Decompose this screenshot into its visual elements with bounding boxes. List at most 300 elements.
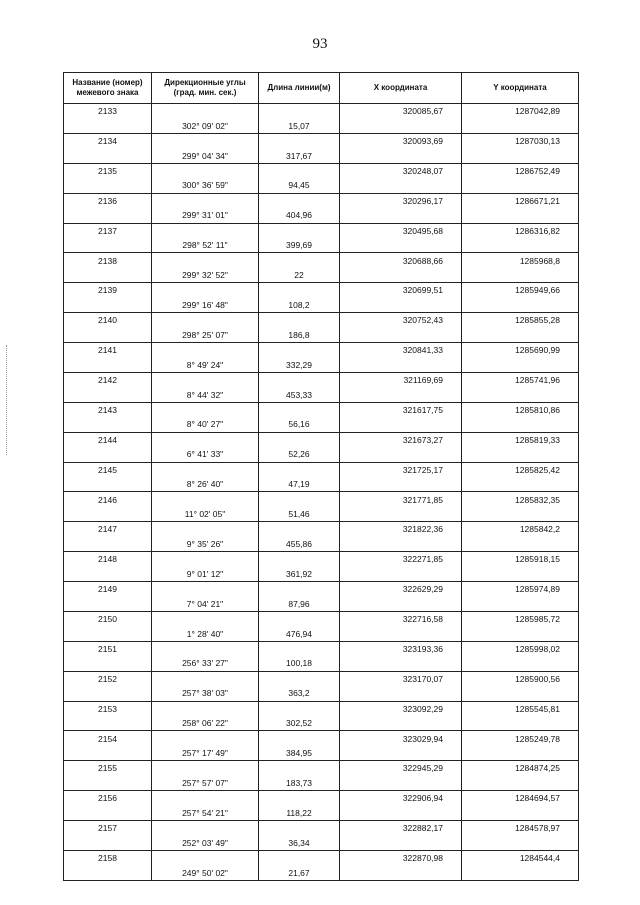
y-coordinate: 1285900,56 <box>462 671 579 686</box>
line-length: 21,67 <box>259 865 340 880</box>
empty-cell <box>64 178 152 193</box>
empty-cell <box>152 104 259 119</box>
empty-cell <box>152 791 259 806</box>
empty-cell <box>152 671 259 686</box>
empty-cell <box>64 417 152 432</box>
empty-cell <box>64 686 152 701</box>
empty-cell <box>64 656 152 671</box>
header-x: X координата <box>340 73 462 104</box>
line-length: 52,26 <box>259 447 340 462</box>
point-row <box>64 193 579 208</box>
empty-cell <box>259 283 340 298</box>
x-coordinate: 320752,43 <box>340 313 462 328</box>
x-coordinate: 320093,69 <box>340 133 462 148</box>
point-name: 2134 <box>64 133 152 148</box>
y-coordinate: 1285545,81 <box>462 701 579 716</box>
direction-angle: 257° 17' 49" <box>152 746 259 761</box>
line-length: 100,18 <box>259 656 340 671</box>
empty-cell <box>64 238 152 253</box>
empty-cell <box>340 328 462 343</box>
empty-cell <box>64 148 152 163</box>
point-name: 2136 <box>64 193 152 208</box>
boundary-coordinates-table <box>63 72 579 881</box>
segment-row <box>64 148 579 163</box>
x-coordinate: 321771,85 <box>340 492 462 507</box>
direction-angle: 258° 06' 22" <box>152 716 259 731</box>
point-row <box>64 582 579 597</box>
empty-cell <box>259 432 340 447</box>
empty-cell <box>340 537 462 552</box>
segment-row <box>64 865 579 880</box>
point-name: 2139 <box>64 283 152 298</box>
line-length: 186,8 <box>259 328 340 343</box>
empty-cell <box>152 492 259 507</box>
direction-angle: 11° 02' 05" <box>152 507 259 522</box>
empty-cell <box>259 552 340 567</box>
x-coordinate: 320296,17 <box>340 193 462 208</box>
line-length: 332,29 <box>259 357 340 372</box>
line-length: 302,52 <box>259 716 340 731</box>
segment-row <box>64 417 579 432</box>
segment-row <box>64 716 579 731</box>
empty-cell <box>259 611 340 626</box>
segment-row <box>64 746 579 761</box>
empty-cell <box>152 313 259 328</box>
y-coordinate: 1284544,4 <box>462 850 579 865</box>
empty-cell <box>340 596 462 611</box>
y-coordinate: 1285949,66 <box>462 283 579 298</box>
point-row <box>64 104 579 119</box>
empty-cell <box>259 791 340 806</box>
empty-cell <box>64 507 152 522</box>
x-coordinate: 323092,29 <box>340 701 462 716</box>
empty-cell <box>152 731 259 746</box>
empty-cell <box>152 821 259 836</box>
empty-cell <box>340 567 462 582</box>
line-length: 87,96 <box>259 596 340 611</box>
y-coordinate: 1285825,42 <box>462 462 579 477</box>
segment-row <box>64 118 579 133</box>
empty-cell <box>64 298 152 313</box>
point-row <box>64 313 579 328</box>
point-name: 2135 <box>64 163 152 178</box>
direction-angle: 302° 09' 02" <box>152 118 259 133</box>
segment-row <box>64 656 579 671</box>
x-coordinate: 322882,17 <box>340 821 462 836</box>
point-row <box>64 522 579 537</box>
empty-cell <box>152 193 259 208</box>
segment-row <box>64 776 579 791</box>
point-name: 2156 <box>64 791 152 806</box>
empty-cell <box>152 462 259 477</box>
point-name: 2144 <box>64 432 152 447</box>
point-row <box>64 641 579 656</box>
y-coordinate: 1285968,8 <box>462 253 579 268</box>
empty-cell <box>340 865 462 880</box>
point-name: 2151 <box>64 641 152 656</box>
segment-row <box>64 328 579 343</box>
empty-cell <box>152 701 259 716</box>
header-row <box>64 73 579 104</box>
point-name: 2155 <box>64 761 152 776</box>
direction-angle: 299° 32' 52" <box>152 268 259 283</box>
empty-cell <box>462 507 579 522</box>
point-name: 2158 <box>64 850 152 865</box>
empty-cell <box>462 417 579 432</box>
empty-cell <box>64 596 152 611</box>
empty-cell <box>64 806 152 821</box>
header-length: Длина линии(м) <box>259 73 340 104</box>
empty-cell <box>462 626 579 641</box>
y-coordinate: 1285690,99 <box>462 343 579 358</box>
direction-angle: 252° 03' 49" <box>152 835 259 850</box>
empty-cell <box>259 253 340 268</box>
table-header <box>64 73 579 104</box>
empty-cell <box>259 163 340 178</box>
x-coordinate: 321169,69 <box>340 372 462 387</box>
y-coordinate: 1285819,33 <box>462 432 579 447</box>
empty-cell <box>152 223 259 238</box>
empty-cell <box>64 268 152 283</box>
x-coordinate: 321725,17 <box>340 462 462 477</box>
empty-cell <box>259 193 340 208</box>
empty-cell <box>340 477 462 492</box>
point-row <box>64 671 579 686</box>
direction-angle: 1° 28' 40" <box>152 626 259 641</box>
empty-cell <box>64 387 152 402</box>
point-row <box>64 701 579 716</box>
point-row <box>64 253 579 268</box>
point-row <box>64 133 579 148</box>
direction-angle: 249° 50' 02" <box>152 865 259 880</box>
line-length: 183,73 <box>259 776 340 791</box>
point-row <box>64 462 579 477</box>
direction-angle: 8° 40' 27" <box>152 417 259 432</box>
segment-row <box>64 387 579 402</box>
empty-cell <box>152 163 259 178</box>
line-length: 361,92 <box>259 567 340 582</box>
line-length: 56,16 <box>259 417 340 432</box>
empty-cell <box>340 238 462 253</box>
x-coordinate: 322906,94 <box>340 791 462 806</box>
point-row <box>64 402 579 417</box>
point-row <box>64 552 579 567</box>
point-row <box>64 492 579 507</box>
y-coordinate: 1285249,78 <box>462 731 579 746</box>
direction-angle: 298° 25' 07" <box>152 328 259 343</box>
point-name: 2148 <box>64 552 152 567</box>
empty-cell <box>259 761 340 776</box>
empty-cell <box>462 357 579 372</box>
line-length: 22 <box>259 268 340 283</box>
empty-cell <box>462 656 579 671</box>
empty-cell <box>64 447 152 462</box>
direction-angle: 9° 35' 26" <box>152 537 259 552</box>
empty-cell <box>152 522 259 537</box>
empty-cell <box>152 611 259 626</box>
direction-angle: 7° 04' 21" <box>152 596 259 611</box>
empty-cell <box>152 641 259 656</box>
y-coordinate: 1285855,28 <box>462 313 579 328</box>
point-row <box>64 163 579 178</box>
empty-cell <box>259 671 340 686</box>
point-name: 2153 <box>64 701 152 716</box>
empty-cell <box>64 537 152 552</box>
empty-cell <box>340 746 462 761</box>
line-length: 404,96 <box>259 208 340 223</box>
segment-row <box>64 178 579 193</box>
empty-cell <box>462 537 579 552</box>
y-coordinate: 1287030,13 <box>462 133 579 148</box>
empty-cell <box>462 746 579 761</box>
empty-cell <box>64 865 152 880</box>
line-length: 47,19 <box>259 477 340 492</box>
x-coordinate: 322271,85 <box>340 552 462 567</box>
scan-margin-marks <box>6 345 9 455</box>
empty-cell <box>259 223 340 238</box>
empty-cell <box>462 148 579 163</box>
empty-cell <box>462 716 579 731</box>
x-coordinate: 322716,58 <box>340 611 462 626</box>
y-coordinate: 1285998,02 <box>462 641 579 656</box>
line-length: 453,33 <box>259 387 340 402</box>
x-coordinate: 320699,51 <box>340 283 462 298</box>
empty-cell <box>340 357 462 372</box>
empty-cell <box>340 626 462 641</box>
direction-angle: 299° 31' 01" <box>152 208 259 223</box>
empty-cell <box>152 761 259 776</box>
empty-cell <box>462 477 579 492</box>
direction-angle: 298° 52' 11" <box>152 238 259 253</box>
empty-cell <box>340 835 462 850</box>
empty-cell <box>259 701 340 716</box>
point-row <box>64 223 579 238</box>
line-length: 15,07 <box>259 118 340 133</box>
y-coordinate: 1284874,25 <box>462 761 579 776</box>
empty-cell <box>462 865 579 880</box>
x-coordinate: 323029,94 <box>340 731 462 746</box>
empty-cell <box>152 343 259 358</box>
line-length: 317,67 <box>259 148 340 163</box>
empty-cell <box>259 313 340 328</box>
empty-cell <box>64 567 152 582</box>
point-name: 2147 <box>64 522 152 537</box>
point-row <box>64 731 579 746</box>
empty-cell <box>152 582 259 597</box>
line-length: 399,69 <box>259 238 340 253</box>
direction-angle: 299° 04' 34" <box>152 148 259 163</box>
empty-cell <box>152 133 259 148</box>
y-coordinate: 1286316,82 <box>462 223 579 238</box>
point-row <box>64 283 579 298</box>
segment-row <box>64 835 579 850</box>
empty-cell <box>259 462 340 477</box>
y-coordinate: 1285832,35 <box>462 492 579 507</box>
segment-row <box>64 507 579 522</box>
empty-cell <box>64 328 152 343</box>
segment-row <box>64 626 579 641</box>
empty-cell <box>259 821 340 836</box>
empty-cell <box>340 298 462 313</box>
empty-cell <box>340 716 462 731</box>
x-coordinate: 322870,98 <box>340 850 462 865</box>
y-coordinate: 1285810,86 <box>462 402 579 417</box>
line-length: 118,22 <box>259 806 340 821</box>
empty-cell <box>340 806 462 821</box>
empty-cell <box>340 686 462 701</box>
point-row <box>64 372 579 387</box>
y-coordinate: 1285985,72 <box>462 611 579 626</box>
empty-cell <box>259 133 340 148</box>
direction-angle: 256° 33' 27" <box>152 656 259 671</box>
direction-angle: 8° 49' 24" <box>152 357 259 372</box>
empty-cell <box>340 387 462 402</box>
empty-cell <box>340 268 462 283</box>
empty-cell <box>259 402 340 417</box>
x-coordinate: 322629,29 <box>340 582 462 597</box>
empty-cell <box>64 118 152 133</box>
x-coordinate: 322945,29 <box>340 761 462 776</box>
point-name: 2138 <box>64 253 152 268</box>
empty-cell <box>259 641 340 656</box>
segment-row <box>64 238 579 253</box>
direction-angle: 9° 01' 12" <box>152 567 259 582</box>
point-name: 2157 <box>64 821 152 836</box>
line-length: 363,2 <box>259 686 340 701</box>
y-coordinate: 1286671,21 <box>462 193 579 208</box>
point-name: 2142 <box>64 372 152 387</box>
line-length: 384,95 <box>259 746 340 761</box>
table-body <box>64 104 579 881</box>
y-coordinate: 1285918,15 <box>462 552 579 567</box>
point-name: 2150 <box>64 611 152 626</box>
empty-cell <box>462 298 579 313</box>
empty-cell <box>259 372 340 387</box>
point-name: 2152 <box>64 671 152 686</box>
empty-cell <box>340 208 462 223</box>
empty-cell <box>462 208 579 223</box>
header-angles: Дирекционные углы (град. мин. сек.) <box>152 73 259 104</box>
point-name: 2143 <box>64 402 152 417</box>
line-length: 476,94 <box>259 626 340 641</box>
line-length: 108,2 <box>259 298 340 313</box>
empty-cell <box>340 417 462 432</box>
y-coordinate: 1285974,89 <box>462 582 579 597</box>
empty-cell <box>64 477 152 492</box>
empty-cell <box>340 148 462 163</box>
point-name: 2154 <box>64 731 152 746</box>
empty-cell <box>152 402 259 417</box>
empty-cell <box>259 582 340 597</box>
point-name: 2140 <box>64 313 152 328</box>
x-coordinate: 320248,07 <box>340 163 462 178</box>
empty-cell <box>462 686 579 701</box>
empty-cell <box>64 357 152 372</box>
empty-cell <box>64 626 152 641</box>
line-length: 94,45 <box>259 178 340 193</box>
point-name: 2146 <box>64 492 152 507</box>
empty-cell <box>340 507 462 522</box>
empty-cell <box>340 776 462 791</box>
segment-row <box>64 357 579 372</box>
empty-cell <box>64 716 152 731</box>
y-coordinate: 1284578,97 <box>462 821 579 836</box>
header-name: Название (номер) межевого знака <box>64 73 152 104</box>
segment-row <box>64 298 579 313</box>
empty-cell <box>462 268 579 283</box>
empty-cell <box>64 208 152 223</box>
point-name: 2149 <box>64 582 152 597</box>
y-coordinate: 1284694,57 <box>462 791 579 806</box>
direction-angle: 8° 44' 32" <box>152 387 259 402</box>
empty-cell <box>462 328 579 343</box>
point-row <box>64 611 579 626</box>
empty-cell <box>259 104 340 119</box>
point-name: 2137 <box>64 223 152 238</box>
empty-cell <box>340 447 462 462</box>
point-name: 2133 <box>64 104 152 119</box>
point-row <box>64 821 579 836</box>
empty-cell <box>259 731 340 746</box>
direction-angle: 257° 57' 07" <box>152 776 259 791</box>
empty-cell <box>64 776 152 791</box>
direction-angle: 257° 38' 03" <box>152 686 259 701</box>
point-row <box>64 791 579 806</box>
point-name: 2141 <box>64 343 152 358</box>
empty-cell <box>152 552 259 567</box>
empty-cell <box>462 776 579 791</box>
empty-cell <box>462 596 579 611</box>
y-coordinate: 1287042,89 <box>462 104 579 119</box>
empty-cell <box>462 806 579 821</box>
empty-cell <box>340 656 462 671</box>
y-coordinate: 1285741,96 <box>462 372 579 387</box>
x-coordinate: 320085,67 <box>340 104 462 119</box>
x-coordinate: 321822,36 <box>340 522 462 537</box>
point-row <box>64 761 579 776</box>
page-number: 93 <box>312 36 328 52</box>
empty-cell <box>152 253 259 268</box>
empty-cell <box>340 118 462 133</box>
empty-cell <box>462 387 579 402</box>
empty-cell <box>462 567 579 582</box>
empty-cell <box>462 118 579 133</box>
direction-angle: 299° 16' 48" <box>152 298 259 313</box>
line-length: 51,46 <box>259 507 340 522</box>
y-coordinate: 1286752,49 <box>462 163 579 178</box>
empty-cell <box>64 835 152 850</box>
segment-row <box>64 477 579 492</box>
point-row <box>64 432 579 447</box>
point-row <box>64 343 579 358</box>
direction-angle: 6° 41' 33" <box>152 447 259 462</box>
empty-cell <box>64 746 152 761</box>
empty-cell <box>259 850 340 865</box>
segment-row <box>64 208 579 223</box>
empty-cell <box>152 283 259 298</box>
segment-row <box>64 686 579 701</box>
empty-cell <box>340 178 462 193</box>
segment-row <box>64 537 579 552</box>
segment-row <box>64 806 579 821</box>
segment-row <box>64 596 579 611</box>
header-y: Y координата <box>462 73 579 104</box>
empty-cell <box>259 522 340 537</box>
empty-cell <box>462 238 579 253</box>
empty-cell <box>152 432 259 447</box>
x-coordinate: 321673,27 <box>340 432 462 447</box>
x-coordinate: 323170,07 <box>340 671 462 686</box>
